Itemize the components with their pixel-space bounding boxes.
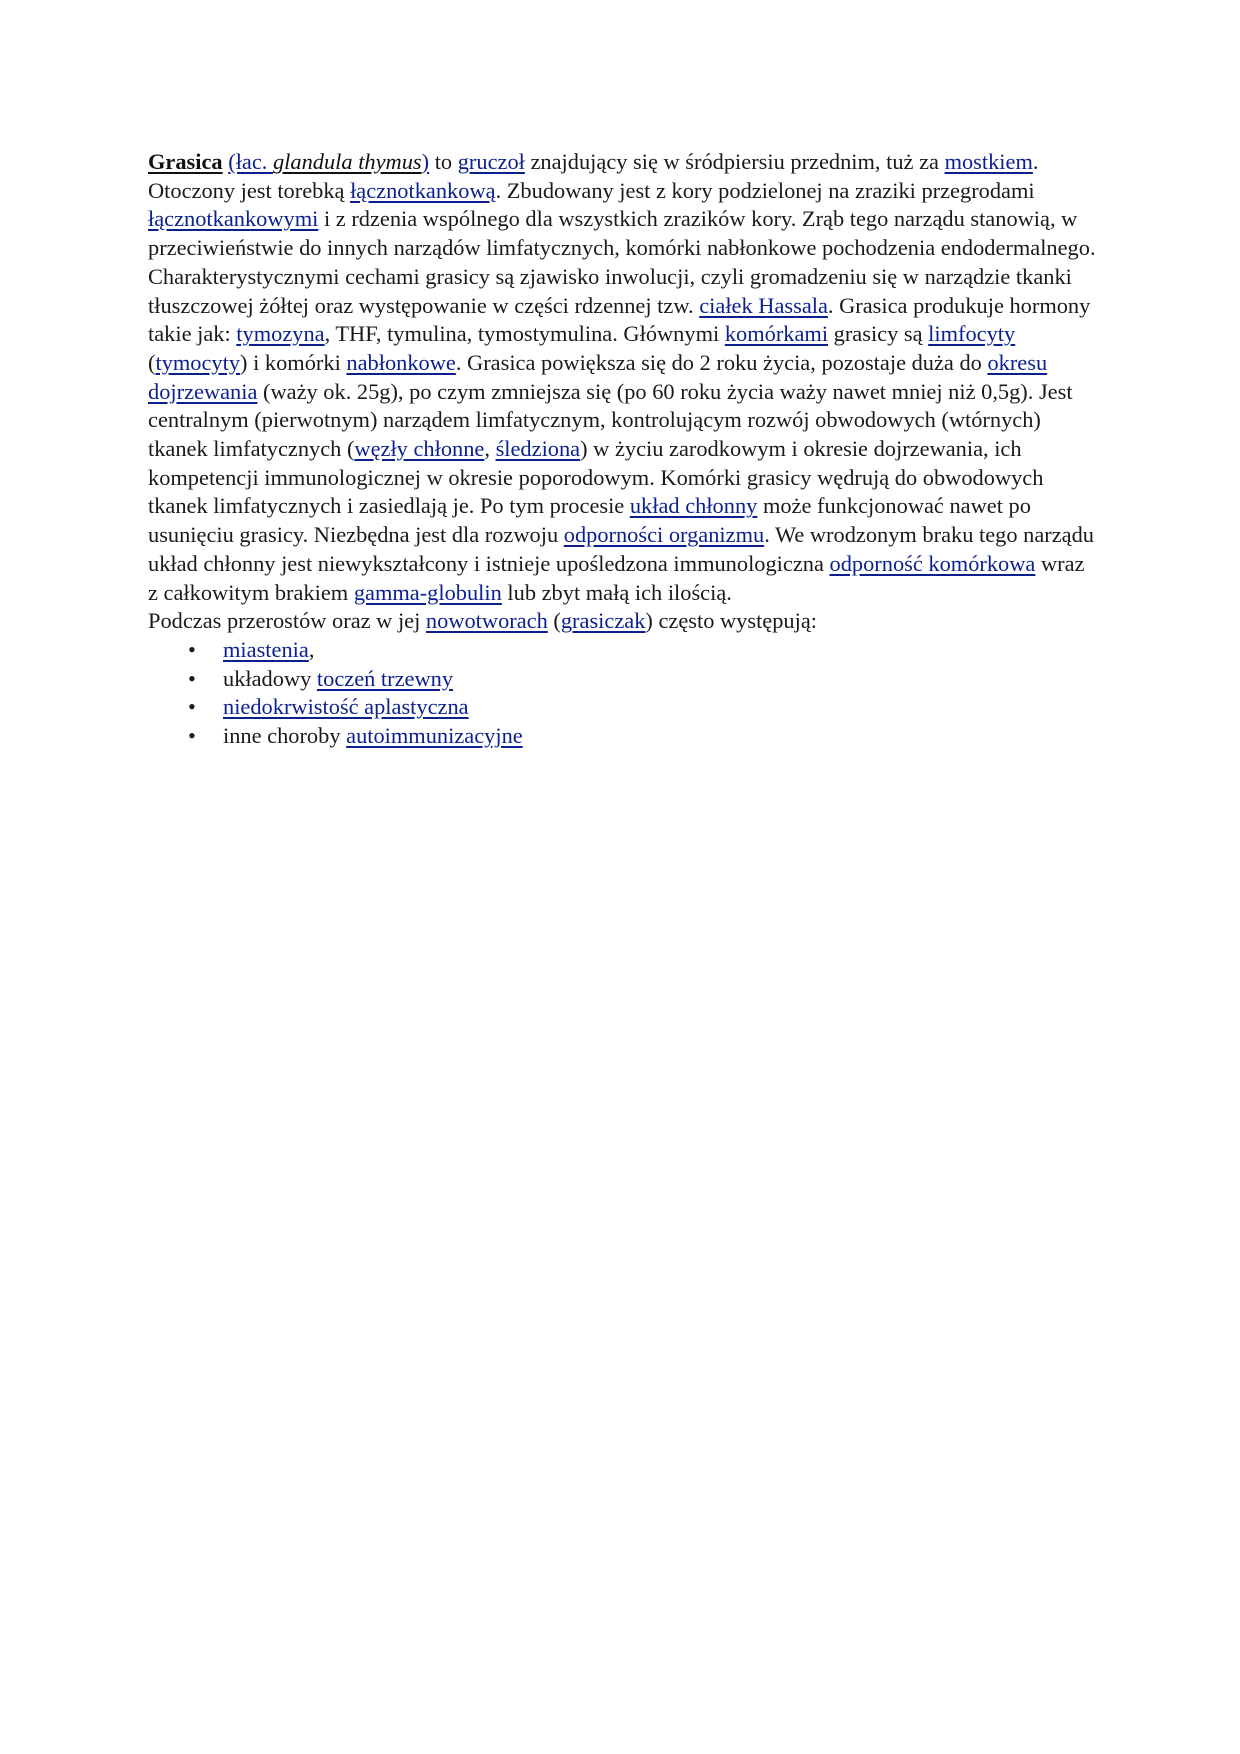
inline-link[interactable]: autoimmunizacyjne [346,723,523,749]
bullet-icon: • [188,665,196,691]
inline-link[interactable]: tymocyty [155,349,241,375]
inline-link[interactable]: komórkami [724,321,829,347]
text-run: . Zbudowany jest z kory podzielonej na zraziki przegrodami [495,177,1035,203]
text-run: lub zbyt małą ich ilością. [501,579,732,605]
text-run: i z rdzenia wspólnego dla wszystkich zrazików kory. Zrąb tego narządu stanowią, w przeciwieństwie do innych narządów limfatycznych, komórki nabłonkowe pochodzenia endodermalnego. Charakterystycznymi cechami grasicy są zjawisko inwolucji, czyli gromadzeniu się w narządzie tkanki tłuszczowej żółtej oraz występowanie w części rdzennej tzw. [148,206,1096,318]
text-run: ) i komórki [240,349,347,375]
list-item [148,693,1098,722]
inline-link[interactable]: układ chłonny [629,493,758,519]
inline-link[interactable]: odporności organizmu [563,522,765,548]
text-run: Podczas przerostów oraz w jej [148,608,426,634]
latin-name-italic[interactable]: glandula thymus [272,149,422,174]
inline-link[interactable]: limfocyty [928,321,1016,347]
conditions-list [148,636,1098,751]
inline-link[interactable]: niedokrwistość aplastyczna [223,694,469,720]
text-run: inne choroby [223,723,347,749]
inline-link[interactable]: nowotworach [425,608,548,634]
inline-link[interactable]: łącznotkankową [350,177,496,203]
text-run: , [308,636,315,662]
text-run: . Grasica produkuje hormony takie jak: [148,292,1091,347]
inline-link[interactable]: okresu dojrzewania [148,349,1048,404]
inline-link[interactable]: śledziona [495,436,581,462]
text-run: to [429,149,458,174]
paragraph-conditions [148,607,1098,636]
text-run: ) w życiu zarodkowym i okresie dojrzewania, ich kompetencji immunologicznej w okresie poporodowym. Komórki grasicy wędrują do obwodowych tkanek limfatycznych i zasiedlają je. Po tym procesie [148,436,1044,519]
inline-link[interactable]: tymozyna [236,321,325,347]
text-run: . Grasica powiększa się do 2 roku życia, pozostaje duża do [455,349,988,375]
list-item [148,636,1098,665]
text-run: . Otoczony jest torebką [148,149,1039,203]
inline-link[interactable]: toczeń trzewny [316,665,454,691]
text-run: (waży ok. 25g), po czym zmniejsza się (po 60 roku życia waży nawet mniej niż 0,5g). Jest centralnym (pierwotnym) narządem limfatycznym, kontrolującym rozwój obwodowych (wtórnych) tkanek limfatycznych ( [148,378,1073,462]
inline-link[interactable]: nabłonkowe [346,349,456,375]
inline-link[interactable]: miastenia [223,636,309,662]
inline-link[interactable]: gamma-globulin [353,579,502,605]
text-run: ( [148,349,156,375]
latin-name-link[interactable]: (łac. [228,149,273,174]
text-run: wraz z całkowitym brakiem [148,550,1085,605]
inline-link[interactable]: odporność komórkowa [829,550,1036,576]
bullet-icon: • [188,694,196,720]
list-item [148,722,1098,751]
inline-link[interactable]: gruczoł [457,149,525,174]
bullet-icon: • [188,723,196,749]
inline-link[interactable]: grasiczak [560,608,646,634]
inline-link[interactable]: mostkiem [944,149,1033,174]
text-run: , [484,436,496,462]
term-heading-link[interactable]: Grasica [148,149,223,174]
text-run: znajdujący się w śródpiersiu przednim, tuż za [524,149,945,174]
paragraph-intro [148,148,1098,607]
document-body [148,148,1098,751]
text-run: . We wrodzonym braku tego narządu układ chłonny jest niewykształcony i istnieje upośledzona immunologiczna [148,522,1095,576]
text-run: układowy [223,665,317,691]
inline-link[interactable]: węzły chłonne [354,436,485,462]
bullet-icon: • [188,636,196,662]
list-item [148,665,1098,694]
text-run: ) często występują: [645,608,818,634]
inline-link[interactable]: łącznotkankowymi [148,206,319,232]
inline-link[interactable]: ciałek Hassala [699,292,828,318]
latin-name-link[interactable]: ) [421,149,430,174]
text-run: , THF, tymulina, tymostymulina. Głównymi [324,321,725,347]
text-run: grasicy są [828,321,929,347]
text-run: może funkcjonować nawet po usunięciu grasicy. Niezbędna jest dla rozwoju [148,493,1031,548]
text-run: ( [547,608,561,634]
